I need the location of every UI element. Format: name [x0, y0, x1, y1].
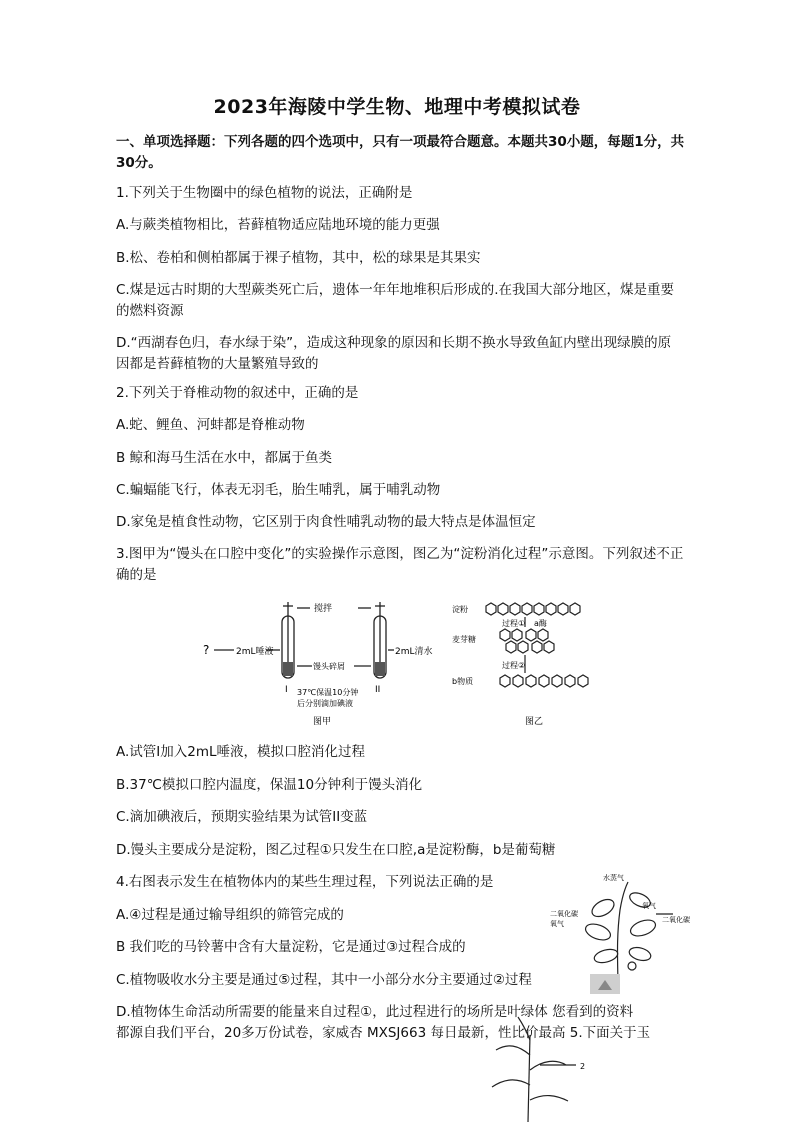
figure-a-saliva-label: 2mL唾液: [236, 647, 274, 657]
figure-plant-water-vapor-label: 水蒸气: [603, 874, 624, 882]
figure-b-starch-label: 淀粉: [452, 605, 468, 614]
figure-b-b-substance-label: b物质: [452, 677, 474, 686]
question-3-option-a: A.试管I加入2mL唾液，模拟口腔消化过程: [116, 744, 366, 760]
figure-a-crumbs-label: 馒头碎屑: [313, 662, 345, 671]
question-2-option-b: B 鲸和海马生活在水中，都属于鱼类: [116, 450, 333, 466]
question-4-stem: 4.右图表示发生在植物体内的某些生理过程，下列说法正确的是: [116, 874, 494, 890]
figure-plant-oxygen-left-label: 氧气: [550, 920, 564, 928]
question-1-option-d: D.“西湖春色归，春水绿于染”，造成这种现象的原因和长期不换水导致鱼缸内壁出现绿膜的原因都是苔藓植物的大量繁殖导致的: [116, 335, 672, 372]
figure-a-note-line-2: 后分别滴加碘液: [297, 699, 353, 708]
figure-plant-oxygen-right-label: 氧气: [642, 902, 656, 910]
question-4-option-d-continued: 都源自我们平台，20多万份试卷，家威杏 MXSJ663 每日最新，性比价最高 5.下面关于玉: [116, 1025, 651, 1041]
figure-a-test-tubes: [200, 596, 435, 731]
question-2-option-d: D.家兔是植食性动物，它区别于肉食性哺乳动物的最大特点是体温恒定: [116, 514, 536, 530]
question-1-option-a: A.与蕨类植物相比，苔藓植物适应陆地环境的能力更强: [116, 217, 440, 233]
question-2-stem: 2.下列关于脊椎动物的叙述中，正确的是: [116, 385, 359, 401]
figure-b-process-1-label: 过程①: [502, 619, 526, 628]
question-1-option-c: C.煤是远古时期的大型蕨类死亡后，遗体一年年地堆积后形成的.在我国大部分地区，煤是重要的燃料资源: [116, 282, 675, 319]
question-4-option-b: B 我们吃的马铃薯中含有大量淀粉，它是通过③过程合成的: [116, 939, 466, 955]
question-2-option-c: C.蝙蝠能飞行，体表无羽毛，胎生哺乳，属于哺乳动物: [116, 482, 441, 498]
figure-corn-plant: [488, 1015, 598, 1122]
figure-b-caption: 图乙: [525, 717, 544, 727]
section-header: 一、单项选择题：下列各题的四个选项中，只有一项最符合题意。本题共30小题，每题1分，共30分。: [116, 134, 685, 171]
question-4-option-d: D.植物体生命活动所需要的能量来自过程①，此过程进行的场所是叶绿体 您看到的资料: [116, 1004, 634, 1020]
figure-b-maltose-label: 麦芽糖: [452, 635, 476, 644]
figure-a-note-line-1: 37℃保温10分钟: [297, 688, 359, 697]
question-3-option-c: C.滴加碘液后，预期实验结果为试管II变蓝: [116, 809, 368, 825]
figure-a-tube-2-label: II: [375, 685, 381, 695]
figure-b-a-enzyme-label: a酶: [534, 619, 547, 628]
figure-a-marker: ?: [203, 643, 210, 657]
figure-a-caption: 图甲: [313, 717, 332, 727]
figure-plant-processes: [548, 870, 693, 995]
question-2-option-a: A.蛇、鲤鱼、河蚌都是脊椎动物: [116, 417, 305, 433]
figure-plant-co2-right-label: 二氧化碳: [662, 916, 690, 924]
question-1-option-b: B.松、卷柏和侧柏都属于裸子植物，其中，松的球果是其果实: [116, 250, 481, 266]
figure-b-process-2-label: 过程②: [502, 661, 526, 670]
figure-a-stir-label: 搅拌: [314, 604, 333, 614]
question-4-option-c: C.植物吸收水分主要是通过⑤过程，其中一小部分水分主要通过②过程: [116, 972, 532, 988]
figure-corn-label: 2: [580, 1062, 586, 1071]
question-3-stem: 3.图甲为“馒头在口腔中变化”的实验操作示意图，图乙为“淀粉消化过程”示意图。下列叙述不正确的是: [116, 546, 684, 583]
figure-plant-co2-left-label: 二氧化碳: [550, 910, 578, 918]
figure-a-water-label: 2mL清水: [395, 647, 433, 657]
question-3-option-d: D.馒头主要成分是淀粉，图乙过程①只发生在口腔,a是淀粉酶，b是葡萄糖: [116, 842, 556, 858]
figure-b-starch-digestion: [450, 596, 600, 731]
question-3-option-b: B.37℃模拟口腔内温度，保温10分钟利于馒头消化: [116, 777, 423, 793]
question-1-stem: 1.下列关于生物圈中的绿色植物的说法，正确附是: [116, 185, 413, 201]
page-title: 2023年海陵中学生物、地理中考模拟试卷: [213, 96, 581, 118]
question-4-option-a: A.④过程是通过输导组织的筛管完成的: [116, 907, 344, 923]
figure-a-tube-1-label: I: [285, 685, 288, 695]
